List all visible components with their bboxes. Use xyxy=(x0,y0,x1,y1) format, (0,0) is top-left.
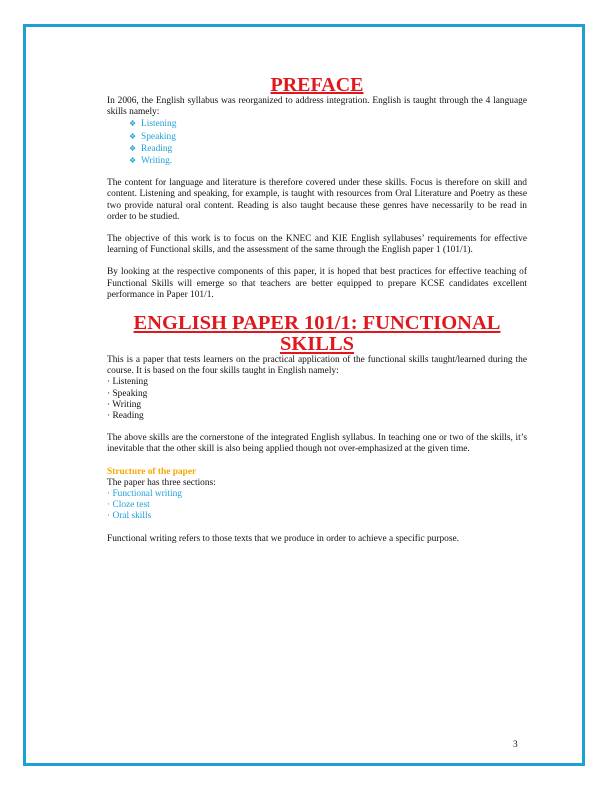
four-skills-list xyxy=(107,377,527,422)
section-title: ENGLISH PAPER 101/1: FUNCTIONAL SKILLS xyxy=(133,312,501,356)
list-item: · Listening xyxy=(107,377,148,388)
diamond-bullet-icon: ❖ xyxy=(129,131,137,141)
list-item: ❖ Listening xyxy=(129,119,177,130)
list-item: ❖ Reading xyxy=(129,143,173,154)
structure-intro: The paper has three sections: xyxy=(107,477,216,488)
page-number: 3 xyxy=(513,740,518,750)
list-item: ❖ Writing. xyxy=(129,156,173,167)
list-item: · Cloze test xyxy=(107,500,150,511)
list-item: · Functional writing xyxy=(107,489,182,500)
list-item: ❖ Speaking xyxy=(129,131,176,142)
diamond-bullet-icon: ❖ xyxy=(129,143,137,153)
section-paragraph: Functional writing refers to those texts that we produce in order to achieve a specific purpose. xyxy=(107,533,459,544)
paper-sections-list xyxy=(107,489,527,523)
preface-title: PREFACE xyxy=(270,74,364,96)
preface-paragraph: The objective of this work is to focus on the KNEC and KIE English syllabuses’ requirements for effective learning of Functional skills, and the assessment of the same through the English paper 1 (101/1). xyxy=(107,234,527,256)
preface-paragraph: The content for language and literature is therefore covered under these skills. Focus is therefore on skill and content. Listening and speaking, for example, is taught with resources from Oral Literature and Poetry as these two provide natural oral content. Reading is also taught because these genres have necessarily to be read in order to be studied. xyxy=(107,178,527,222)
list-item: · Speaking xyxy=(107,388,148,399)
language-skills-list xyxy=(107,118,527,167)
structure-heading: Structure of the paper xyxy=(107,466,197,477)
list-item: · Writing xyxy=(107,399,142,410)
preface-paragraph: By looking at the respective components of this paper, it is hoped that best practices for effective teaching of Functional Skills will emerge so that teachers are better equipped to prepare KCSE candidates excellent performance in Paper 101/1. xyxy=(107,267,527,300)
diamond-bullet-icon: ❖ xyxy=(129,119,137,129)
list-item: · Reading xyxy=(107,411,144,422)
section-intro: This is a paper that tests learners on the practical application of the functional skills taught/learned during the course. It is based on the four skills taught in English namely: xyxy=(107,355,527,377)
list-item: · Oral skills xyxy=(107,511,152,522)
document-body xyxy=(107,74,527,545)
preface-intro: In 2006, the English syllabus was reorganized to address integration. English is taught through the 4 language skills namely: xyxy=(107,96,527,118)
diamond-bullet-icon: ❖ xyxy=(129,156,137,166)
section-paragraph: The above skills are the cornerstone of the integrated English syllabus. In teaching one or two of the skills, it’s inevitable that the other skill is also being applied though not over-emphasized at the given time. xyxy=(107,433,527,455)
